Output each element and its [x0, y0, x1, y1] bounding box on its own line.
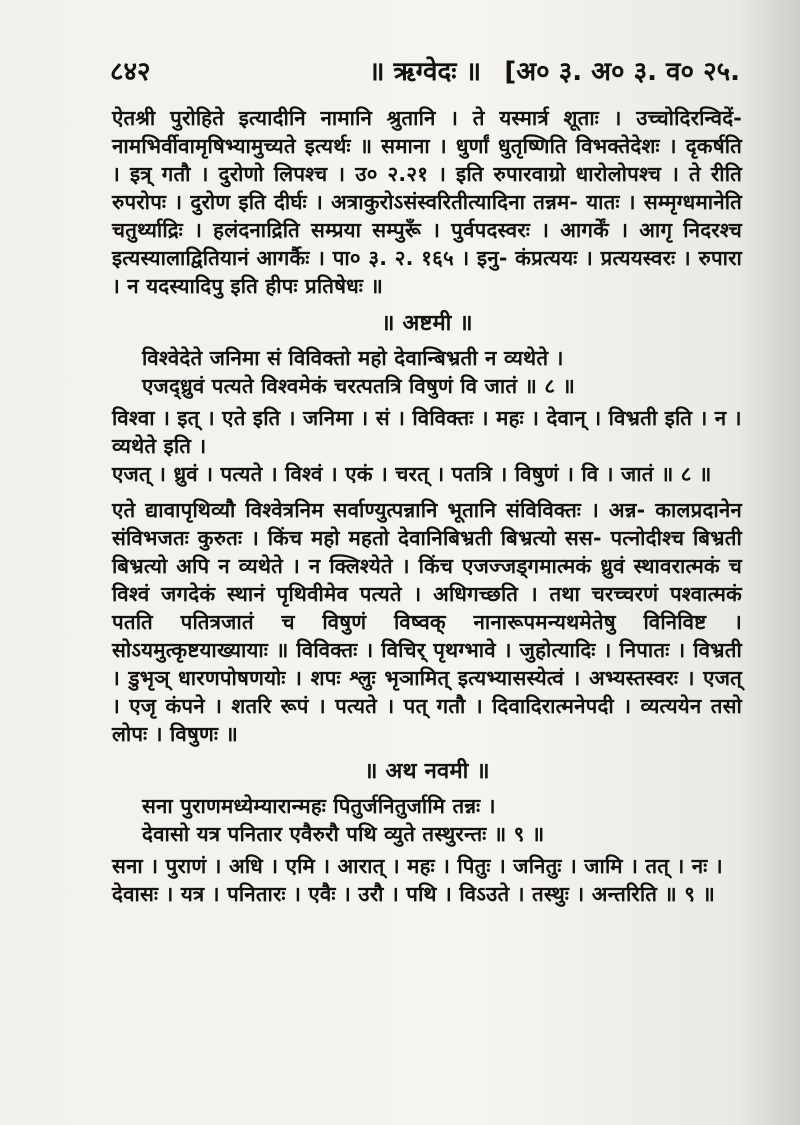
commentary-paragraph-1: ऐतश्री पुरोहिते इत्यादीनि नामानि श्रुतानि । ते यस्मार्त्र शूताः । उच्चोदिरन्विदें- नामभिर्वीवामृषिभ्यामुच्यते इत्यर्थः ॥ समाना । धुर्णां धुतृष्णिति विभक्तेदेशः । दृकर्षति । इत्र् गतौ । दुरोणो लिपश्च । उ० २.२१ । इति रुपारवाग्रो धारोलोपश्च । ते रीति रुपरोपः । दुरोण इति दीर्घः । अत्राकुरोऽसंस्वरितीत्यादिना तन्नम- यातः । सम्मृग्धमानेति चतुर्थ्याद्रिः । हलंदनाद्रिति सम्प्रया सम्पुरूँ । पुर्वपदस्वरः । आगर्कें । आगृ निदरश्च इत्यस्यालाद्वितियानं आगर्कैः । पा० ३. २. १६५ । इनु- कंप्रत्ययः । प्रत्ययस्वरः । रुपारा । न यदस्यादिपु इति हीपः प्रतिषेधः ॥: [112, 106, 742, 298]
verse-8: [142, 344, 742, 400]
verse-line: एजद्ध्रुवं पत्यते विश्वमेकं चरत्पतत्रि विषुणं वि जातं ॥ ८ ॥: [142, 374, 576, 398]
page-number: ८४२: [110, 57, 151, 87]
padapatha-line: विश्वा । इत् । एते इति । जनिमा । सं । विविक्तः । महः । देवान् । विभ्रती इति । न । व्यथेते इति ।: [112, 406, 742, 458]
padapatha-line: एजत् । ध्रुवं । पत्यते । विश्वं । एकं । चरत् । पतत्रि । विषुणं । वि । जातं ॥ ८ ॥: [112, 462, 712, 486]
page-header: [110, 52, 740, 92]
padapatha-9: [112, 852, 742, 908]
verse-heading-9: ॥ अथ नवमी ॥: [364, 759, 490, 784]
verse-9: [142, 792, 742, 848]
verse-line: सना पुराणमध्येम्यारान्महः पितुर्जनितुर्जामि तन्नः ।: [142, 794, 496, 818]
padapatha-8: [112, 404, 742, 488]
verse-line: विश्वेदेते जनिमा सं विविक्तो महो देवान्बिभ्रती न व्यथेते ।: [142, 346, 564, 370]
section-reference: [अ० ३. अ० ३. व० २५.: [504, 57, 740, 87]
verse-line: देवासो यत्र पनितार एवैरुरौ पथि व्युते तस्थुरन्तः ॥ ९ ॥: [142, 822, 545, 846]
commentary-paragraph-2: एते द्यावापृथिव्यौ विश्वेत्रनिम सर्वाण्युत्पन्नानि भूतानि संविविक्तः । अन्न- कालप्रदानेन संविभजतः कुरुतः । किंच महो महतो देवानिबिभ्रती बिभ्रत्यो सस- पत्नोदीश्च बिभ्रती बिभ्रत्यो अपि न व्यथेते । न क्लिश्येते । किंच एजज्जड्गमात्मकं ध्रुवं स्थावरात्मकं च विश्वं जगदेकं स्थानं पृथिवीमेव पत्यते । अधिगच्छति । तथा चरच्चरणं पश्वात्मकं पतति पतित्रजातं च विषुणं विष्वक् नानारूपमन्यथमेतेषु विनिविष्ट । सोऽयमुत्कृष्टयाख्यायाः ॥ विविक्तः । विचिर् पृथग्भावे । जुहोत्यादिः । निपातः । विभ्रती । डुभृञ् धारणपोषणयोः । शपः श्लुः भृञामित् इत्यभ्यासस्येत्वं । अभ्यस्तस्वरः । एजत् । एजृ कंपने । शतरि रूपं । पत्यते । पत् गतौ । दिवादिरात्मनेपदी । व्यत्ययेन तसो लोपः । विषुणः ॥: [112, 498, 742, 746]
page-body: [112, 104, 742, 910]
padapatha-line: देवासः । यत्र । पनितारः । एवैः । उरौ । पथि । विऽउते । तस्थुः । अन्तरिति ॥ ९ ॥: [112, 882, 715, 906]
running-title: ॥ ऋग्वेदः ॥: [368, 57, 482, 87]
verse-heading-8: ॥ अष्टमी ॥: [381, 311, 473, 336]
padapatha-line: सना । पुराणं । अधि । एमि । आरात् । महः । पितुः । जनितुः । जामि । तत् । नः ।: [112, 854, 723, 878]
